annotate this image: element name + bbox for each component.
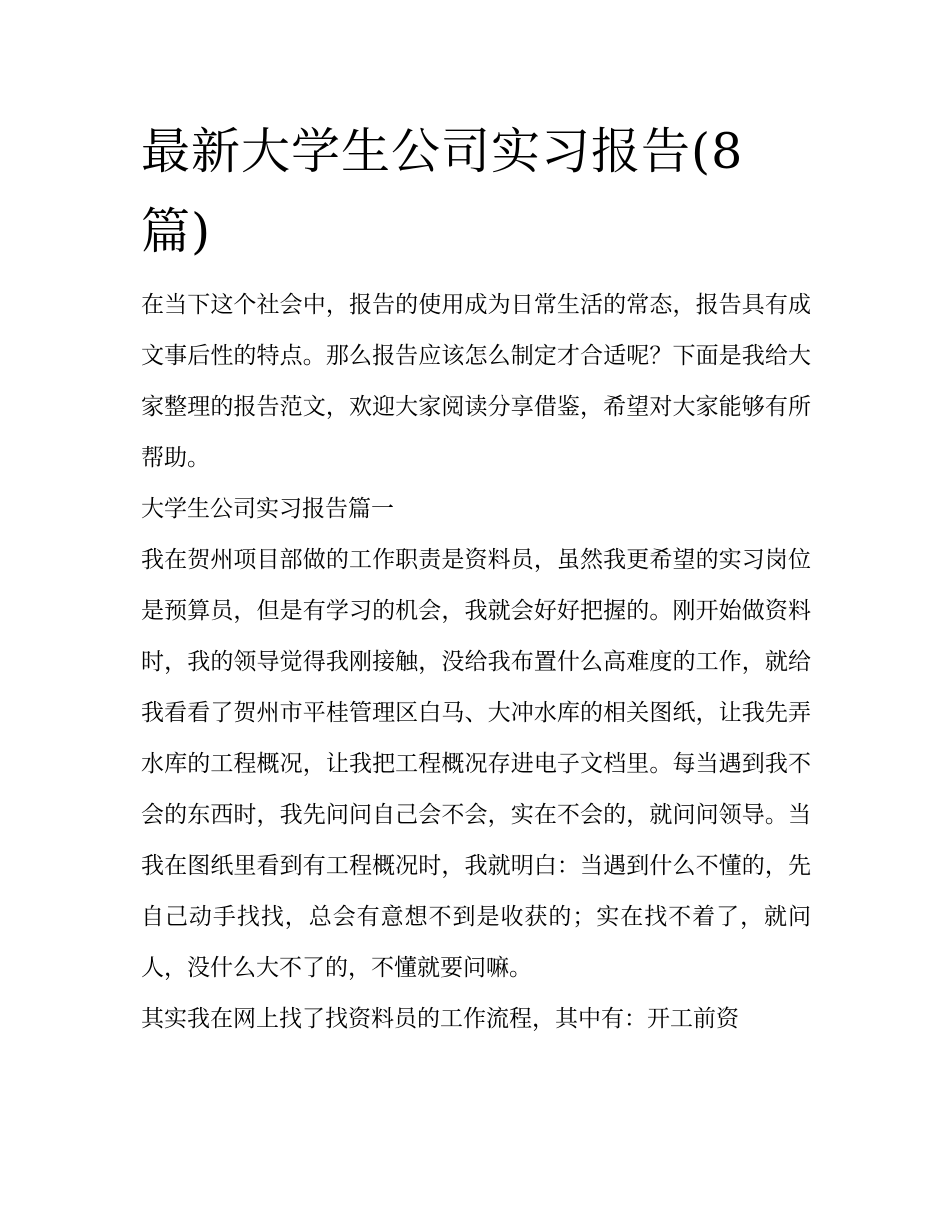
body-paragraph-2: 其实我在网上找了找资料员的工作流程，其中有：开工前资 — [141, 1006, 739, 1032]
document-title: 最新大学生公司实习报告(8篇) — [141, 123, 744, 260]
body-paragraph-1: 我在贺州项目部做的工作职责是资料员，虽然我更希望的实习岗位是预算员，但是有学习的机会，我就会好好把握的。刚开始做资料时，我的领导觉得我刚接触，没给我布置什么高难度的工作，就给我看看了贺州市平桂管理区白马、大冲水库的相关图纸，让我先弄水库的工程概况，让我把工程概况存进电子文档里。每当遇到我不会的东西时，我先问问自己会不会，实在不会的，就问问领导。当我在图纸里看到有工程概况时，我就明白：当遇到什么不懂的，先自己动手找找，总会有意想不到是收获的；实在找不着了，就问人，没什么大不了的，不懂就要问嘛。 — [141, 547, 811, 981]
intro-paragraph: 在当下这个社会中，报告的使用成为日常生活的常态，报告具有成文事后性的特点。那么报告应该怎么制定才合适呢？下面是我给大家整理的报告范文，欢迎大家阅读分享借鉴，希望对大家能够有所帮助。 — [141, 292, 811, 471]
document-page — [141, 112, 811, 1045]
section-heading: 大学生公司实习报告篇一 — [141, 496, 394, 522]
